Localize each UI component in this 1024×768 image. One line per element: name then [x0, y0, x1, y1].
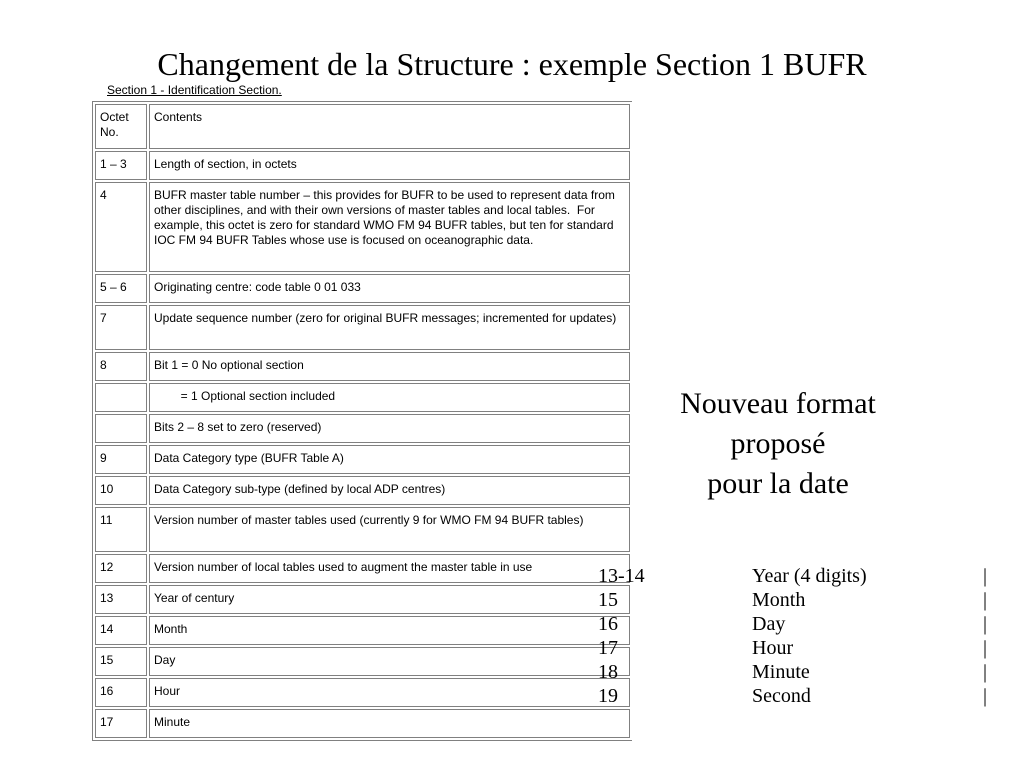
proposal-heading-line: Nouveau format	[680, 387, 876, 420]
proposal-list	[598, 564, 998, 708]
cell-contents: Length of section, in octets	[149, 151, 630, 180]
cell-contents: Bit 1 = 0 No optional section	[149, 352, 630, 381]
table-row	[95, 507, 630, 552]
cell-contents: Minute	[149, 709, 630, 738]
table-row	[95, 616, 630, 645]
cell-contents: Originating centre: code table 0 01 033	[149, 274, 630, 303]
table-row	[95, 352, 630, 381]
cell-octet: 15	[95, 647, 147, 676]
table-row	[95, 585, 630, 614]
proposal-heading-line: pour la date	[707, 467, 849, 500]
header-contents: Contents	[149, 104, 630, 149]
cell-octet: 5 – 6	[95, 274, 147, 303]
cell-contents: Version number of local tables used to augment the master table in use	[149, 554, 630, 583]
proposal-mark: |	[983, 685, 988, 707]
table-row	[95, 151, 630, 180]
slide-title: Changement de la Structure : exemple Section 1 BUFR	[157, 46, 867, 82]
cell-octet: 9	[95, 445, 147, 474]
table-row	[95, 383, 630, 412]
proposal-row	[598, 612, 998, 636]
proposal-mark: |	[983, 613, 988, 635]
proposal-heading	[640, 384, 916, 504]
table-row	[95, 274, 630, 303]
cell-octet: 11	[95, 507, 147, 552]
cell-octet: 17	[95, 709, 147, 738]
cell-contents: Version number of master tables used (currently 9 for WMO FM 94 BUFR tables)	[149, 507, 630, 552]
table-header-row	[95, 104, 630, 149]
cell-contents: BUFR master table number – this provides for BUFR to be used to represent data from other disciplines, and with their own versions of master tables and local tables. For example, this octet is zero for standard WMO FM 94 BUFR tables, but ten for standard IOC FM 94 BUFR Tables whose use is focused on oceanographic data.	[149, 182, 630, 272]
table-row	[95, 305, 630, 350]
proposal-desc: Minute	[752, 661, 810, 683]
proposal-desc: Year (4 digits)	[752, 565, 867, 587]
cell-octet: 14	[95, 616, 147, 645]
cell-octet: 10	[95, 476, 147, 505]
table-row	[95, 476, 630, 505]
proposal-octet: 15	[598, 589, 618, 611]
cell-octet: 13	[95, 585, 147, 614]
proposal-octet: 19	[598, 685, 618, 707]
table-row	[95, 414, 630, 443]
cell-contents: = 1 Optional section included	[149, 383, 630, 412]
proposal-octet: 13-14	[598, 565, 645, 587]
cell-contents: Data Category sub-type (defined by local ADP centres)	[149, 476, 630, 505]
cell-contents: Day	[149, 647, 630, 676]
bufr-section1-table	[92, 101, 632, 741]
proposal-desc: Day	[752, 613, 786, 635]
proposal-desc: Hour	[752, 637, 794, 659]
table-row	[95, 182, 630, 272]
cell-octet: 4	[95, 182, 147, 272]
table-row	[95, 678, 630, 707]
cell-octet: 1 – 3	[95, 151, 147, 180]
header-octet: Octet No.	[95, 104, 147, 149]
proposal-row	[598, 636, 998, 660]
proposal-octet: 17	[598, 637, 618, 659]
table-row	[95, 554, 630, 583]
table-row	[95, 709, 630, 738]
proposal-mark: |	[983, 589, 988, 611]
proposal-desc: Second	[752, 685, 811, 707]
cell-contents: Month	[149, 616, 630, 645]
table-row	[95, 647, 630, 676]
cell-octet: 7	[95, 305, 147, 350]
table-caption: Section 1 - Identification Section.	[107, 83, 282, 97]
proposal-row	[598, 684, 998, 708]
proposal-octet: 16	[598, 613, 618, 635]
cell-contents: Data Category type (BUFR Table A)	[149, 445, 630, 474]
cell-octet	[95, 414, 147, 443]
cell-octet: 16	[95, 678, 147, 707]
proposal-row	[598, 564, 998, 588]
table-row	[95, 445, 630, 474]
proposal-row	[598, 588, 998, 612]
cell-contents: Hour	[149, 678, 630, 707]
proposal-octet: 18	[598, 661, 618, 683]
proposal-row	[598, 660, 998, 684]
cell-octet	[95, 383, 147, 412]
cell-contents: Update sequence number (zero for original BUFR messages; incremented for updates)	[149, 305, 630, 350]
proposal-mark: |	[983, 661, 988, 683]
cell-contents: Year of century	[149, 585, 630, 614]
cell-octet: 12	[95, 554, 147, 583]
proposal-mark: |	[983, 637, 988, 659]
cell-contents: Bits 2 – 8 set to zero (reserved)	[149, 414, 630, 443]
proposal-heading-line: proposé	[730, 427, 826, 460]
proposal-mark: |	[983, 565, 988, 587]
proposal-desc: Month	[752, 589, 806, 611]
cell-octet: 8	[95, 352, 147, 381]
